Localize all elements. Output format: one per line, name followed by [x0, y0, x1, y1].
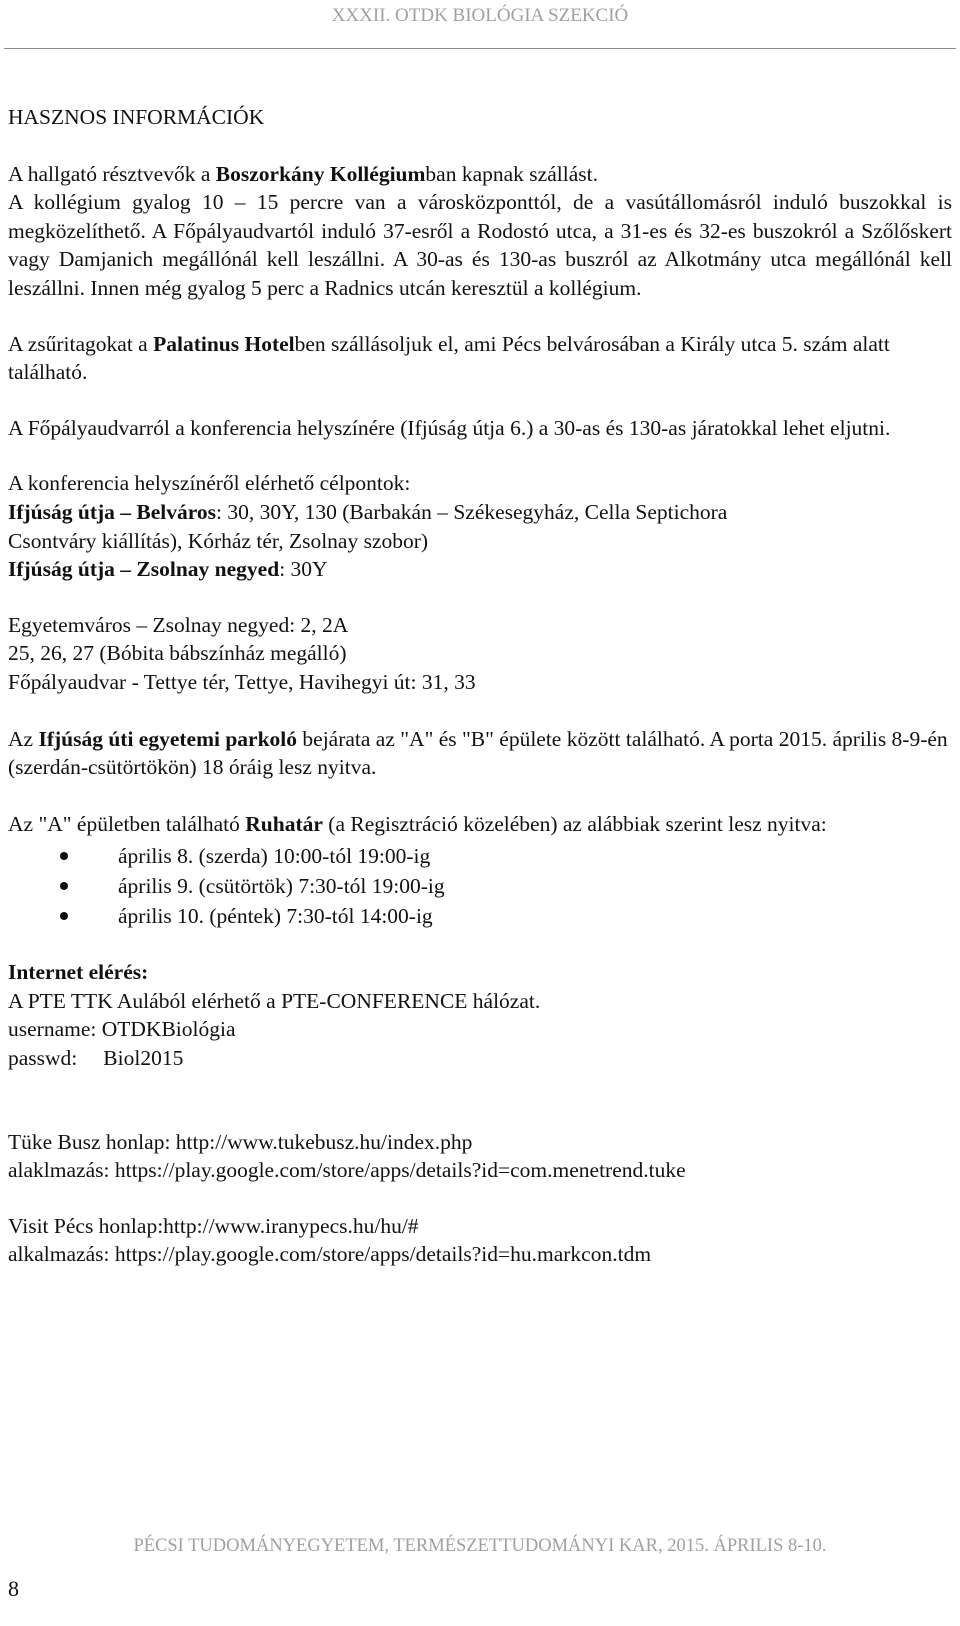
hotel-name: Palatinus Hotel — [153, 331, 295, 356]
document-body — [8, 103, 952, 1269]
route-belvaros: Ifjúság útja – Belváros: 30, 30Y, 130 (Barbakán – Székesegyház, Cella Septichora — [8, 499, 728, 524]
route-egyetemvaros: Egyetemváros – Zsolnay negyed: 2, 2A — [8, 612, 349, 637]
bullet-icon — [60, 852, 68, 860]
route-tettye: Főpályaudvar - Tettye tér, Tettye, Havihegyi út: 31, 33 — [8, 669, 476, 694]
cloakroom-hours-list — [8, 841, 952, 931]
list-item: április 10. (péntek) 7:30-tól 14:00-ig — [8, 901, 952, 931]
bullet-icon — [60, 912, 68, 920]
cloakroom-info: Az "A" épületben található Ruhatár (a Regisztráció közelében) az alábbiak szerint lesz nyitva: — [8, 811, 827, 836]
venue-transport: A Főpályaudvarról a konferencia helyszínére (Ifjúság útja 6.) a 30-as és 130-as járatokkal lehet eljutni. — [8, 415, 891, 440]
list-item: április 8. (szerda) 10:00-tól 19:00-ig — [8, 841, 952, 871]
dormitory-directions: A kollégium gyalog 10 – 15 percre van a városközponttól, de a vasútállomásról induló buszokkal is megközelíthető. A Főpályaudvartól induló 37-esről a Rodostó utca, a 31-es és 32-es buszokról a Szőlőskert vagy Damjanich megállónál kell leszállni. A 30-as és 130-as buszról az Alkotmány utca megállónál kell leszállni. Innen még gyalog 5 perc a Radnics utcán keresztül a kollégium. — [8, 190, 952, 300]
visit-pecs-website-link[interactable]: Visit Pécs honlap:http://www.iranypecs.hu/hu/# — [8, 1213, 419, 1238]
visit-pecs-app-link[interactable]: alkalmazás: https://play.google.com/store/apps/details?id=hu.markcon.tdm — [8, 1242, 652, 1267]
section-title: HASZNOS INFORMÁCIÓK — [8, 105, 265, 129]
internet-heading: Internet elérés: — [8, 960, 149, 985]
internet-username: username: OTDKBiológia — [8, 1017, 236, 1042]
parking-name: Ifjúság úti egyetemi parkoló — [38, 726, 298, 751]
page-number: 8 — [8, 1576, 19, 1601]
internet-network: A PTE TTK Aulából elérhető a PTE-CONFERENCE hálózat. — [8, 988, 541, 1013]
route-belvaros-continued: Csontváry kiállítás), Kórház tér, Zsolnay szobor) — [8, 528, 429, 553]
page-footer: PÉCSI TUDOMÁNYEGYETEM, TERMÉSZETTUDOMÁNYI KAR, 2015. ÁPRILIS 8-10. — [133, 1536, 827, 1556]
page-header: XXXII. OTDK BIOLÓGIA SZEKCIÓ — [331, 5, 629, 26]
cloakroom-name: Ruhatár — [245, 811, 323, 836]
list-item: április 9. (csütörtök) 7:30-tól 19:00-ig — [8, 871, 952, 901]
parking-info: Az Ifjúság úti egyetemi parkoló bejárata az "A" és "B" épülete között található. A porta 2015. április 8-9-én (szerdán-csütörtökön) 18 óráig lesz nyitva. — [8, 726, 948, 780]
tuke-website-link[interactable]: Tüke Busz honlap: http://www.tukebusz.hu/index.php — [8, 1129, 473, 1154]
accommodation-sentence: A hallgató résztvevők a Boszorkány Kollégiumban kapnak szállást. — [8, 161, 598, 186]
bullet-icon — [60, 882, 68, 890]
header-divider — [4, 48, 956, 49]
internet-password: passwd: Biol2015 — [8, 1046, 184, 1071]
route-bobita: 25, 26, 27 (Bóbita bábszínház megálló) — [8, 641, 347, 666]
route-zsolnay: Ifjúság útja – Zsolnay negyed: 30Y — [8, 557, 328, 582]
destinations-intro: A konferencia helyszínéről elérhető célpontok: — [8, 471, 411, 496]
jury-accommodation: A zsűritagokat a Palatinus Hotelben szállásoljuk el, ami Pécs belvárosában a Király utca 5. szám alatt található. — [8, 331, 890, 385]
dormitory-name: Boszorkány Kollégium — [215, 161, 426, 186]
tuke-app-link[interactable]: alaklmazás: https://play.google.com/store/apps/details?id=com.menetrend.tuke — [8, 1158, 686, 1183]
